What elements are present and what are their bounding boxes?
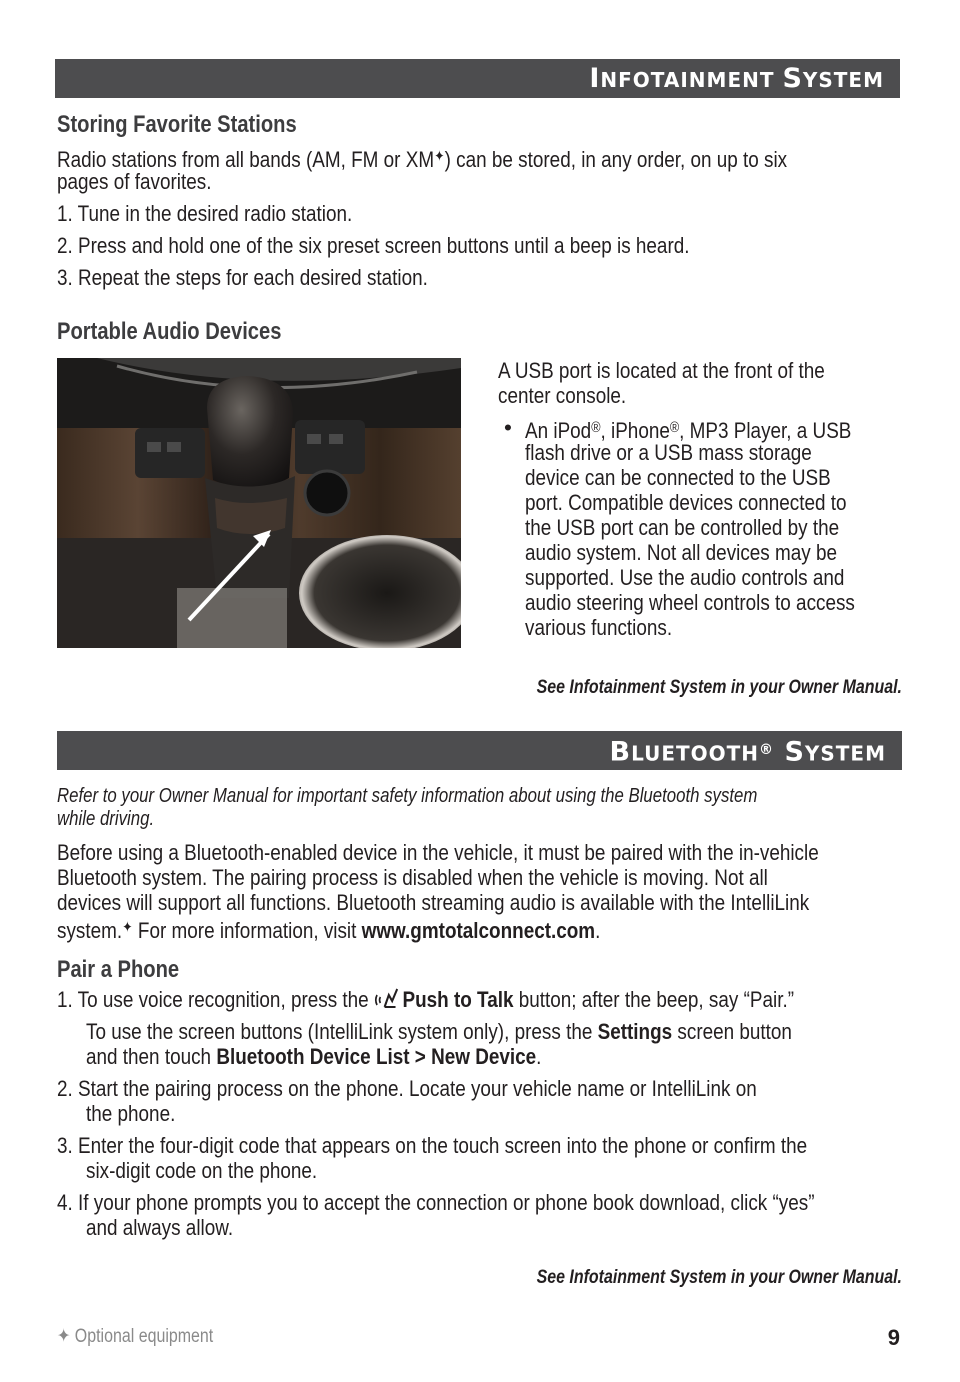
optional-equipment-note: ✦ Optional equipment (57, 1326, 214, 1347)
bluetooth-see-also: See Infotainment System in your Owner Manual. (536, 1267, 902, 1288)
bt-para-1: Before using a Bluetooth-enabled device in the vehicle, it must be paired with the in-vehicle (57, 840, 819, 865)
pair-step-2: 2. Start the pairing process on the phone. Locate your vehicle name or IntelliLink on (57, 1076, 757, 1101)
storing-step-2: 2. Press and hold one of the six preset screen buttons until a beep is heard. (57, 233, 690, 258)
page-number: 9 (887, 1325, 900, 1350)
storing-intro: Radio stations from all bands (AM, FM or XM✦) can be stored, in any order, on up to six (57, 147, 788, 172)
bt-para-3: devices will support all functions. Bluetooth streaming audio is available with the IntelliLink (57, 890, 810, 915)
usb-port-photo (57, 358, 461, 648)
bullet-line-9: various functions. (525, 615, 673, 640)
portable-see-also: See Infotainment System in your Owner Manual. (536, 677, 902, 698)
bullet-mark: • (504, 415, 512, 440)
bullet-line-5: the USB port can be controlled by the (525, 515, 840, 540)
pair-step-1b: To use the screen buttons (IntelliLink system only), press the Settings screen button (86, 1019, 792, 1044)
bullet-line-3: device can be connected to the USB (525, 465, 831, 490)
pair-step-2b: the phone. (86, 1101, 176, 1126)
bt-para-4: system.✦ For more information, visit www.gmtotalconnect.com. (57, 918, 601, 943)
pair-step-3b: six-digit code on the phone. (86, 1158, 318, 1183)
safety-note-1: Refer to your Owner Manual for important safety information about using the Bluetooth system (57, 785, 758, 807)
portable-intro-1: A USB port is located at the front of the (498, 358, 825, 383)
pair-step-4b: and always allow. (86, 1215, 234, 1240)
storing-step-3: 3. Repeat the steps for each desired station. (57, 265, 428, 290)
bullet-line-2: flash drive or a USB mass storage (525, 440, 812, 465)
safety-note-2: while driving. (57, 808, 155, 830)
pair-step-1: 1. To use voice recognition, press the Push to Talk button; after the beep, say “Pair.” (57, 987, 794, 1012)
bt-para-2: Bluetooth system. The pairing process is disabled when the vehicle is moving. Not all (57, 865, 768, 890)
pair-step-1c: and then touch Bluetooth Device List > New Device. (86, 1044, 542, 1069)
bluetooth-banner: BLUETOOTH® SYSTEM (57, 731, 902, 770)
storing-intro-2: pages of favorites. (57, 169, 212, 194)
gm-url: www.gmtotalconnect.com (361, 918, 596, 943)
storing-step-1: 1. Tune in the desired radio station. (57, 201, 353, 226)
infotainment-banner: INFOTAINMENT SYSTEM (55, 59, 900, 98)
portable-heading: Portable Audio Devices (57, 318, 282, 345)
bullet-line-7: supported. Use the audio controls and (525, 565, 845, 590)
bullet-line-6: audio system. Not all devices may be (525, 540, 837, 565)
storing-heading: Storing Favorite Stations (57, 111, 297, 138)
star-icon: ✦ (57, 1326, 71, 1347)
console-illustration (57, 358, 461, 648)
voice-talk-icon (374, 987, 403, 1011)
portable-intro-2: center console. (498, 383, 627, 408)
bullet-line-1: An iPod®, iPhone®, MP3 Player, a USB (525, 418, 852, 443)
bullet-line-8: audio steering wheel controls to access (525, 590, 855, 615)
bullet-line-4: port. Compatible devices connected to (525, 490, 847, 515)
pair-step-3: 3. Enter the four-digit code that appears on the touch screen into the phone or confirm the (57, 1133, 808, 1158)
pair-step-4: 4. If your phone prompts you to accept the connection or phone book download, click “yes” (57, 1190, 815, 1215)
pair-heading: Pair a Phone (57, 956, 180, 983)
